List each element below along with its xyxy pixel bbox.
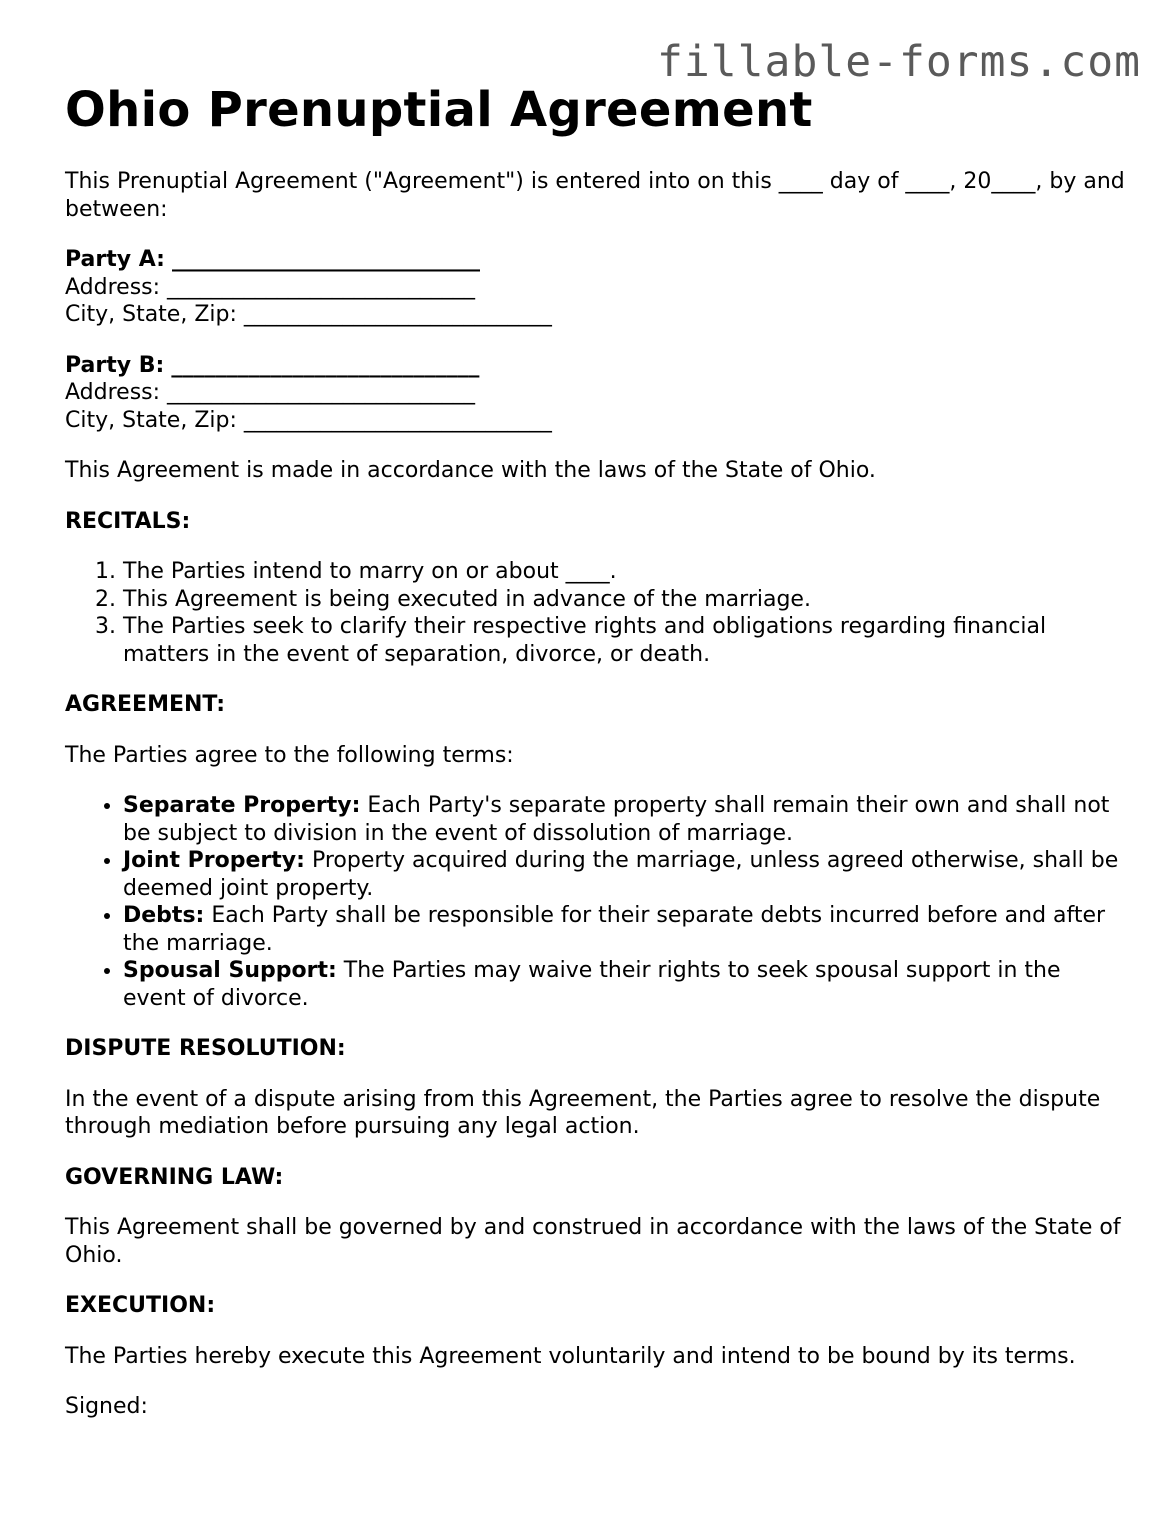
term-item: [123, 902, 1125, 957]
party-b-address-line: Address: ____________________________: [65, 380, 476, 405]
terms-list: [65, 792, 1125, 1012]
execution-text: The Parties hereby execute this Agreement voluntarily and intend to be bound by its terms.: [65, 1343, 1076, 1369]
dispute-heading: DISPUTE RESOLUTION:: [65, 1036, 346, 1061]
party-a-name-line: [65, 246, 1125, 274]
term-label: Separate Property:: [123, 793, 361, 818]
governing-text: This Agreement shall be governed by and construed in accordance with the laws of the State of Ohio.: [65, 1215, 1121, 1268]
recital-item: 1. The Parties intend to marry on or about ____.: [123, 558, 1125, 586]
party-b-name-blank: ____________________________: [171, 352, 480, 378]
party-b-name-line: [65, 352, 1125, 380]
term-label: Spousal Support:: [123, 958, 337, 983]
recitals-list: [65, 558, 1125, 668]
laws-statement: This Agreement is made in accordance with the laws of the State of Ohio.: [65, 458, 876, 483]
party-a-label: Party A:: [65, 247, 165, 272]
term-text: Each Party's separate property shall remain their own and shall not be subject to division in the event of dissolution of marriage.: [123, 793, 1110, 846]
term-item: [123, 847, 1125, 902]
intro-paragraph: This Prenuptial Agreement ("Agreement") is entered into on this ____ day of ____, 20____, by and between:: [65, 169, 1125, 222]
party-a-name-blank: ____________________________: [171, 247, 480, 272]
party-b-label: Party B:: [65, 352, 165, 378]
party-a-block: [65, 246, 1125, 329]
party-a-city-line: City, State, Zip: ____________________________: [65, 302, 552, 327]
agreement-heading: AGREEMENT:: [65, 692, 226, 717]
execution-heading: EXECUTION:: [65, 1293, 216, 1318]
recital-item: 2. This Agreement is being executed in advance of the marriage.: [123, 586, 1125, 614]
signed-label: Signed:: [65, 1394, 148, 1419]
party-b-city-line: City, State, Zip: ____________________________: [65, 407, 552, 433]
party-b-block: [65, 352, 1125, 435]
term-item: [123, 792, 1125, 847]
party-a-address-line: Address: ____________________________: [65, 274, 476, 300]
term-item: [123, 957, 1125, 1012]
governing-heading: GOVERNING LAW:: [65, 1164, 284, 1190]
agreement-intro: The Parties agree to the following terms:: [65, 742, 514, 768]
document-body: [65, 80, 1125, 1421]
document-title: Ohio Prenuptial Agreement: [65, 82, 813, 138]
watermark-text: fillable-forms.com: [657, 37, 1141, 87]
term-text: The Parties may waive their rights to seek spousal support in the event of divorce.: [123, 958, 1061, 1011]
term-label: Joint Property:: [123, 848, 305, 873]
dispute-text: In the event of a dispute arising from this Agreement, the Parties agree to resolve the dispute through mediation before pursuing any legal action.: [65, 1086, 1101, 1139]
term-label: Debts:: [123, 903, 205, 928]
term-text: Property acquired during the marriage, unless agreed otherwise, shall be deemed joint property.: [123, 848, 1119, 901]
recitals-heading: RECITALS:: [65, 508, 191, 534]
recital-item: 3. The Parties seek to clarify their respective rights and obligations regarding financial matters in the event of separation, divorce, or death.: [123, 613, 1125, 668]
term-text: Each Party shall be responsible for their separate debts incurred before and after the marriage.: [123, 903, 1106, 956]
